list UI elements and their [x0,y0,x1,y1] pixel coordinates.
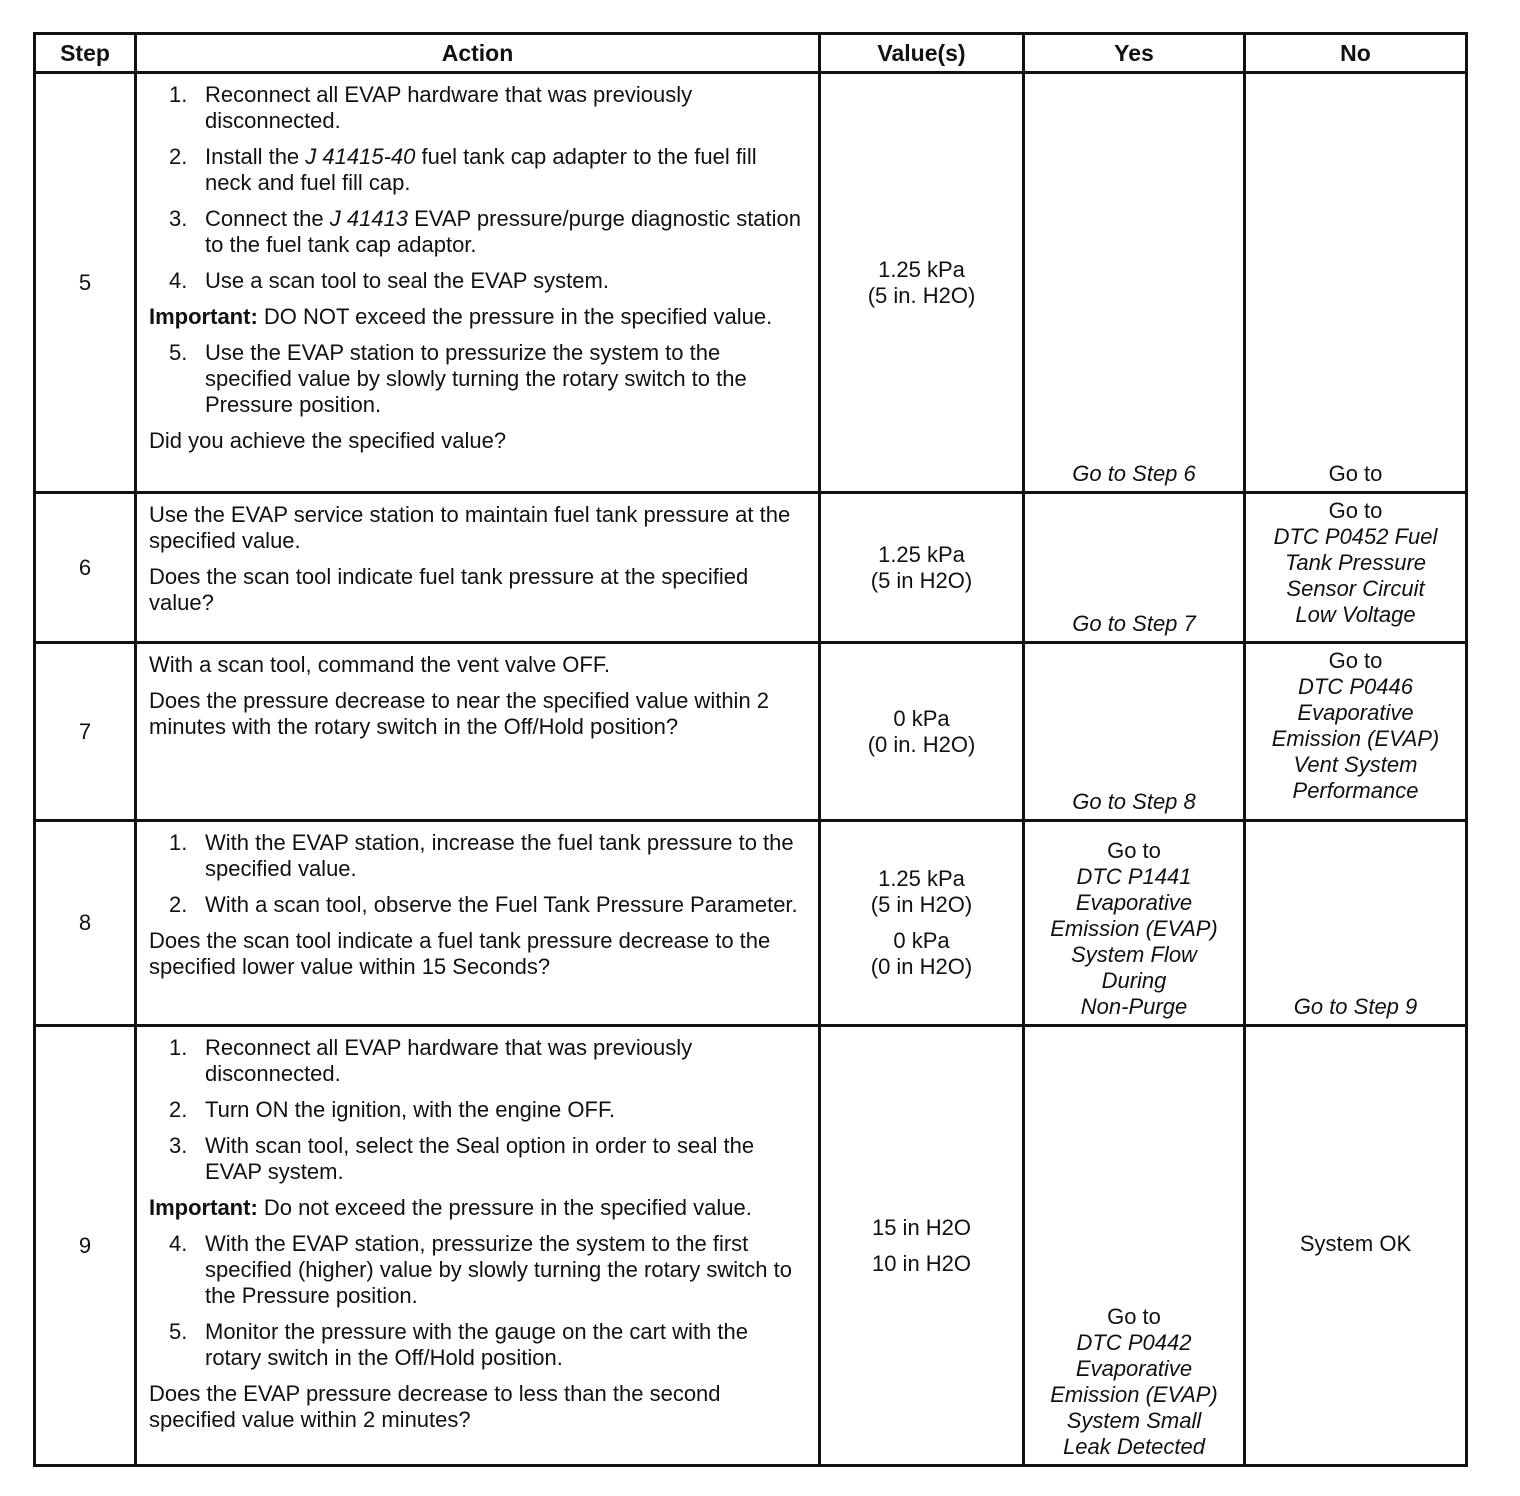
diagnostic-table [33,32,1468,1467]
no-cell: System OK [1245,1026,1467,1466]
important-note [149,1195,808,1221]
action-cell [136,1026,820,1466]
item-text: Reconnect all EVAP hardware that was previously disconnected. [205,82,693,133]
no-cell [1245,493,1467,643]
target-line: Performance [1292,778,1419,803]
target-line: Emission (EVAP) [1050,1382,1218,1407]
target-line: Leak Detected [1063,1434,1205,1459]
value-cell [820,821,1024,1026]
item-text: Reconnect all EVAP hardware that was previously disconnected. [205,1035,693,1086]
action-cell [136,73,820,493]
target-line: Non-Purge [1080,994,1188,1019]
table-row-step-8 [35,821,1467,1026]
value-cell [820,493,1024,643]
value-line: (5 in. H2O) [867,282,976,308]
action-cell [136,821,820,1026]
question-text: Does the scan tool indicate fuel tank pressure at the specified value? [149,564,749,615]
yes-cell: Go to Step 8 [1024,643,1245,821]
item-number: 1. [169,830,188,855]
important-text: Do not exceed the pressure in the specified value. [257,1195,752,1220]
value-line: 0 kPa [893,705,950,731]
item-text-part: Install the [205,144,306,169]
table-row-step-6 [35,493,1467,643]
item-text: Use a scan tool to seal the EVAP system. [205,268,609,293]
value-line: (0 in H2O) [870,954,973,979]
target-line: Emission (EVAP) [1050,916,1218,941]
item-number: 5. [169,1319,188,1344]
target-line: Evaporative [1075,890,1193,915]
step-number: 6 [35,493,136,643]
tool-number: J 41415-40 [305,144,416,169]
item-number: 1. [169,82,188,107]
target-line: Evaporative [1075,1356,1193,1381]
value-line: 15 in H2O [871,1214,972,1240]
header-no: No [1245,34,1467,73]
header-values: Value(s) [820,34,1024,73]
goto-label: Go to [1328,498,1383,523]
value-line: 10 in H2O [871,1250,972,1276]
item-number: 1. [169,1035,188,1060]
yes-cell [1024,1026,1245,1466]
item-text [205,144,808,196]
value-cell [820,1026,1024,1466]
value-line: 0 kPa [893,928,950,953]
question-text: Does the scan tool indicate a fuel tank pressure decrease to the specified lower value within 15 Seconds? [149,928,771,979]
item-text [205,206,808,258]
no-cell: Go to Step 9 [1245,821,1467,1026]
value-cell [820,73,1024,493]
value-line: 1.25 kPa [878,256,965,282]
item-number: 2. [169,892,188,917]
item-text: With a scan tool, observe the Fuel Tank Pressure Parameter. [205,892,798,917]
list-item [149,1035,808,1087]
header-row [35,34,1467,73]
target-line: Sensor Circuit [1286,576,1425,601]
item-number: 4. [169,268,188,293]
list-item [149,1097,808,1123]
item-number: 5. [169,340,188,365]
table-row-step-5 [35,73,1467,493]
item-text: With the EVAP station, pressurize the system to the first specified (higher) value by slowly turning the rotary switch to the Pressure position. [205,1231,792,1308]
no-cell [1245,643,1467,821]
item-text: Use the EVAP station to pressurize the system to the specified value by slowly turning the rotary switch to the Pressure position. [205,340,747,417]
value-line: (5 in H2O) [870,567,973,593]
target-line: DTC P0442 [1076,1330,1192,1355]
important-note [149,304,808,330]
target-line: During [1101,968,1167,993]
goto-label: Go to [1107,838,1161,863]
step-number: 7 [35,643,136,821]
target-line: Evaporative [1297,700,1414,725]
target-line: Emission (EVAP) [1271,726,1440,751]
table-row-step-7 [35,643,1467,821]
yes-cell: Go to Step 6 [1024,73,1245,493]
value-line: (0 in. H2O) [867,731,976,757]
target-line: System Flow [1071,942,1197,967]
item-text: With scan tool, select the Seal option in order to seal the EVAP system. [205,1133,755,1184]
step-number: 8 [35,821,136,1026]
action-text: Use the EVAP service station to maintain fuel tank pressure at the specified value. [149,502,791,553]
item-text: With the EVAP station, increase the fuel tank pressure to the specified value. [205,830,794,881]
list-item [149,144,808,196]
list-item [149,206,808,258]
list-item [149,1133,808,1185]
list-item [149,1231,808,1309]
list-item [149,268,808,294]
item-text: Turn ON the ignition, with the engine OFF. [205,1097,616,1122]
header-step: Step [35,34,136,73]
target-line: Low Voltage [1295,602,1416,627]
step-number: 9 [35,1026,136,1466]
goto-label: Go to [1107,1304,1161,1329]
target-line: System Small [1066,1408,1202,1433]
item-number: 3. [169,1133,188,1158]
item-number: 4. [169,1231,188,1256]
target-line: DTC P0452 Fuel [1273,524,1438,549]
value-line: 1.25 kPa [878,541,965,567]
value-line: (5 in H2O) [870,892,973,917]
question-text: Did you achieve the specified value? [149,428,507,453]
list-item [149,830,808,882]
list-item [149,1319,808,1371]
no-cell: Go to [1245,73,1467,493]
yes-cell: Go to Step 7 [1024,493,1245,643]
table-row-step-9 [35,1026,1467,1466]
yes-cell [1024,821,1245,1026]
target-line: DTC P1441 [1076,864,1192,889]
important-text: DO NOT exceed the pressure in the specified value. [257,304,773,329]
header-action: Action [136,34,820,73]
value-cell [820,643,1024,821]
list-item [149,892,808,918]
target-line: DTC P0446 [1298,674,1413,699]
item-text: Monitor the pressure with the gauge on the cart with the rotary switch in the Off/Hold position. [205,1319,748,1370]
question-text: Does the pressure decrease to near the specified value within 2 minutes with the rotary switch in the Off/Hold position? [149,688,770,739]
action-cell [136,643,820,821]
item-text-part: EVAP pressure/purge diagnostic station to the fuel tank cap adaptor. [205,206,802,257]
action-cell [136,493,820,643]
important-label: Important: [149,1195,258,1220]
target-line: Tank Pressure [1284,550,1427,575]
item-text-part: Connect the [205,206,330,231]
item-number: 2. [169,144,188,169]
goto-label: Go to [1328,648,1383,673]
important-label: Important: [149,304,258,329]
list-item [149,340,808,418]
tool-number: J 41413 [329,206,409,231]
action-text: With a scan tool, command the vent valve OFF. [149,652,610,677]
question-text: Does the EVAP pressure decrease to less than the second specified value within 2 minutes? [149,1381,721,1432]
item-number: 3. [169,206,188,231]
target-line: Vent System [1293,752,1418,777]
header-yes: Yes [1024,34,1245,73]
step-number: 5 [35,73,136,493]
item-number: 2. [169,1097,188,1122]
value-line: 1.25 kPa [878,866,965,891]
item-text-part: fuel tank cap adapter to the fuel fill neck and fuel fill cap. [205,144,757,195]
list-item [149,82,808,134]
